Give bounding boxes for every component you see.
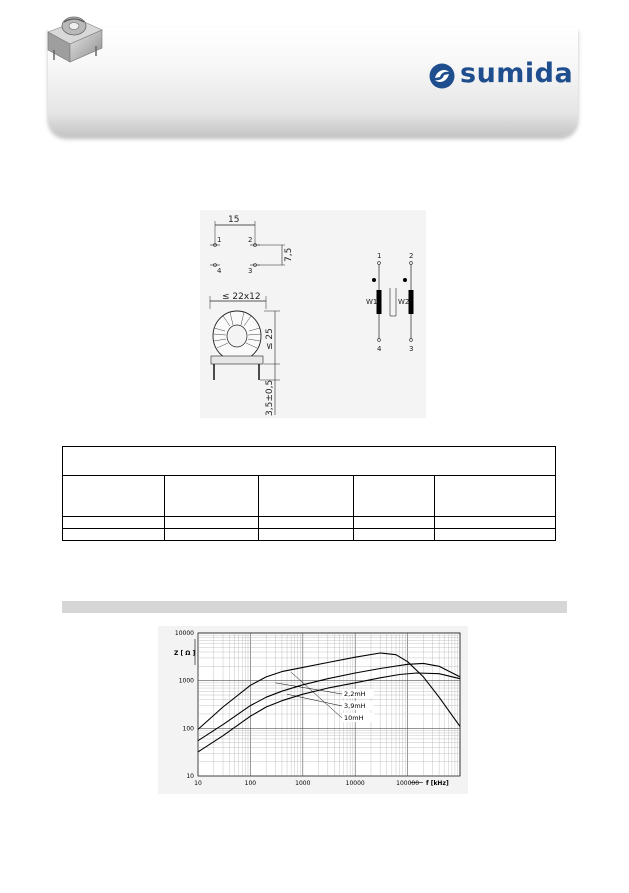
table-header-row: [63, 476, 556, 517]
y-tick-label: 100: [182, 725, 194, 733]
x-tick-label: 1000: [295, 780, 311, 787]
svg-text:3: 3: [248, 267, 253, 275]
polarity-dot-icon: [403, 278, 407, 282]
x-axis-label: f [kHz]: [426, 780, 449, 787]
product-photo-icon: [40, 8, 110, 68]
pin-length-dimension: 3,5±0,5: [265, 379, 275, 416]
impedance-chart-svg: [158, 626, 468, 794]
svg-text:1: 1: [217, 236, 222, 244]
table-row: [63, 529, 556, 541]
winding-label-w1: W1: [366, 298, 378, 306]
sumida-logo-icon: [428, 62, 456, 90]
brand-name: sumida: [460, 58, 574, 89]
x-tick-label: 100: [244, 780, 257, 787]
legend-label: 3,9mH: [344, 702, 366, 710]
polarity-dot-icon: [372, 278, 376, 282]
svg-text:3: 3: [409, 345, 414, 353]
sumida-logo: [428, 60, 578, 94]
table-row: [63, 517, 556, 529]
section-header-bar: [62, 601, 567, 613]
y-tick-label: 1000: [178, 677, 194, 685]
plot-area: [198, 633, 460, 776]
legend-label: 10mH: [344, 714, 364, 722]
row-spacing-dimension: 7,5: [284, 247, 294, 262]
impedance-chart: [158, 626, 468, 794]
legend-label: 2,2mH: [344, 690, 366, 698]
spec-table: [62, 446, 556, 541]
x-tick-label: 10: [194, 780, 202, 787]
x-tick-label: 100000: [396, 780, 420, 787]
y-tick-label: 10000: [174, 630, 194, 637]
svg-text:4: 4: [217, 267, 222, 275]
body-size-dimension: ≤ 22x12: [222, 292, 261, 302]
y-tick-label: 10: [186, 773, 194, 780]
y-axis-label: Z [ Ω ]: [174, 650, 196, 657]
svg-text:2: 2: [248, 236, 253, 244]
height-dimension: ≤ 25: [265, 328, 275, 350]
svg-text:2: 2: [409, 252, 414, 260]
x-tick-label: 10000: [345, 780, 365, 787]
table-title: [63, 447, 556, 476]
pitch-dimension: 15: [228, 215, 240, 225]
svg-text:4: 4: [377, 345, 382, 353]
winding-schematic: [350, 212, 430, 412]
winding-label-w2: W2: [398, 298, 410, 306]
svg-text:1: 1: [377, 252, 382, 260]
